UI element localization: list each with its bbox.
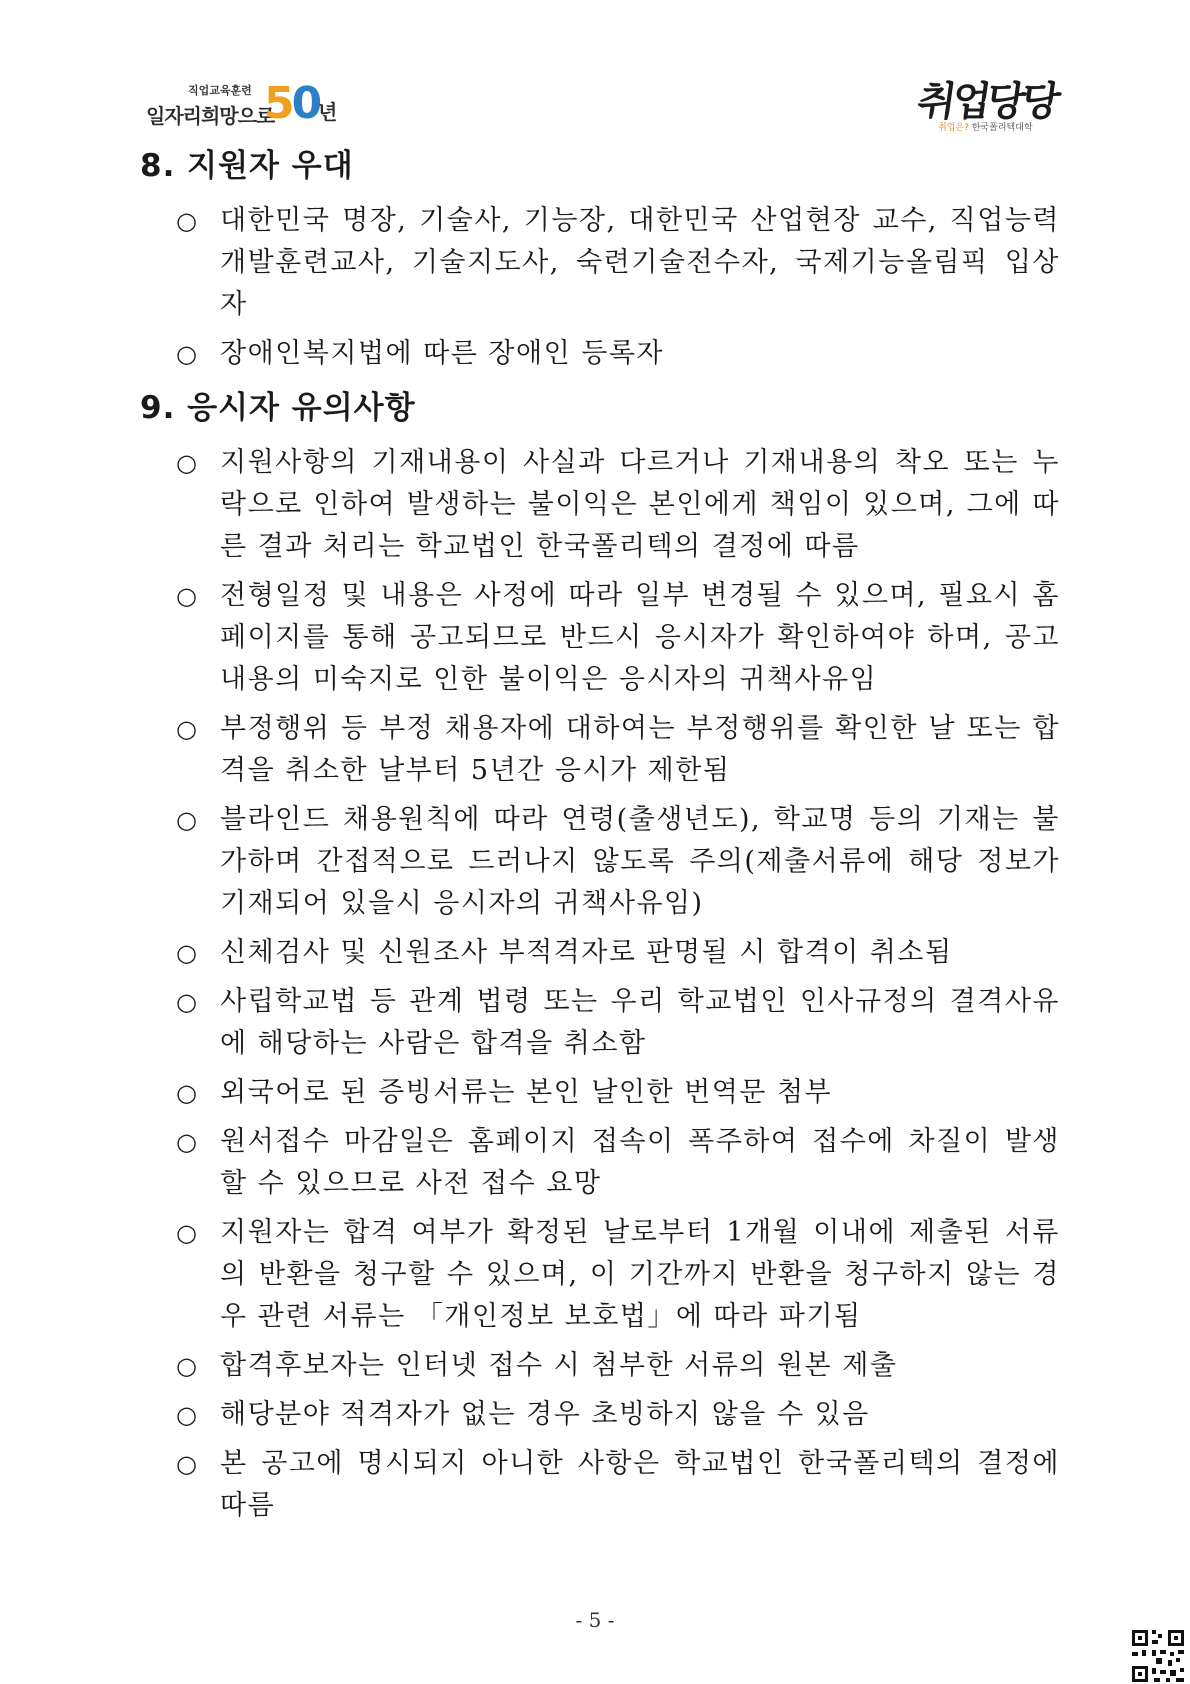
list-item bbox=[140, 442, 1060, 568]
polytech-logo bbox=[914, 70, 1068, 136]
list-item bbox=[140, 932, 1060, 974]
item-text: 외국어로 된 증빙서류는 본인 날인한 번역문 첨부 bbox=[220, 1077, 833, 1108]
logo-fifty bbox=[264, 78, 320, 129]
logo-tagline bbox=[938, 120, 1033, 133]
item-text: 합격후보자는 인터넷 접수 시 첨부한 서류의 원본 제출 bbox=[220, 1350, 898, 1381]
circle-bullet-icon: ○ bbox=[176, 1219, 199, 1247]
circle-bullet-icon: ○ bbox=[176, 1352, 199, 1380]
circle-bullet-icon: ○ bbox=[176, 207, 199, 235]
logo-zero: 0 bbox=[291, 78, 320, 129]
list-item bbox=[140, 1212, 1060, 1338]
circle-bullet-icon: ○ bbox=[176, 806, 199, 834]
item-text: 원서접수 마감일은 홈페이지 접속이 폭주하여 접수에 차질이 발생할 수 있으므로 사전 접수 요망 bbox=[220, 1126, 1060, 1199]
item-text: 신체검사 및 신원조사 부적격자로 판명될 시 합격이 취소됨 bbox=[220, 937, 953, 968]
circle-bullet-icon: ○ bbox=[176, 1450, 199, 1478]
circle-bullet-icon: ○ bbox=[176, 939, 199, 967]
item-text: 부정행위 등 부정 채용자에 대하여는 부정행위를 확인한 날 또는 합격을 취소한 날부터 5년간 응시가 제한됨 bbox=[220, 713, 1060, 786]
qr-code-icon bbox=[1130, 1628, 1186, 1684]
list-item bbox=[140, 1121, 1060, 1205]
list-item bbox=[140, 575, 1060, 701]
section-title-applicant-preference: 8. 지원자 우대 bbox=[140, 148, 354, 184]
circle-bullet-icon: ○ bbox=[176, 340, 199, 368]
circle-bullet-icon: ○ bbox=[176, 988, 199, 1016]
anniversary-logo bbox=[146, 78, 338, 132]
logo-tagline-accent: 취업은? bbox=[938, 123, 969, 133]
list-item bbox=[140, 200, 1060, 326]
list-item bbox=[140, 1345, 1060, 1387]
item-text: 블라인드 채용원칙에 따라 연령(출생년도), 학교명 등의 기재는 불가하며 간접적으로 드러나지 않도록 주의(제출서류에 해당 정보가 기재되어 있을시 응시자의 귀책사유임) bbox=[220, 804, 1060, 919]
item-text: 장애인복지법에 따른 장애인 등록자 bbox=[220, 338, 664, 369]
item-text: 대한민국 명장, 기술사, 기능장, 대한민국 산업현장 교수, 직업능력개발훈련교사, 기술지도사, 숙련기술전수자, 국제기능올림픽 입상자 bbox=[220, 205, 1060, 320]
logo-small-text: 직업교육훈련 bbox=[188, 84, 252, 97]
list-item bbox=[140, 333, 1060, 375]
preference-list bbox=[140, 200, 1060, 375]
item-text: 사립학교법 등 관계 법령 또는 우리 학교법인 인사규정의 결격사유에 해당하는 사람은 합격을 취소함 bbox=[220, 986, 1060, 1059]
list-item bbox=[140, 1072, 1060, 1114]
section-title-applicant-notes: 9. 응시자 유의사항 bbox=[140, 390, 416, 426]
document-body bbox=[140, 140, 1060, 1534]
list-item bbox=[140, 708, 1060, 792]
circle-bullet-icon: ○ bbox=[176, 582, 199, 610]
item-text: 지원자는 합격 여부가 확정된 날로부터 1개월 이내에 제출된 서류의 반환을 청구할 수 있으며, 이 기간까지 반환을 청구하지 않는 경우 관련 서류는 「개인정보 보호법」에 따라 파기됨 bbox=[220, 1217, 1060, 1332]
logo-suffix: 년 bbox=[318, 100, 338, 124]
logo-main-text: 일자리희망으로 bbox=[146, 104, 275, 128]
circle-bullet-icon: ○ bbox=[176, 1079, 199, 1107]
circle-bullet-icon: ○ bbox=[176, 1401, 199, 1429]
logo-five: 5 bbox=[264, 78, 292, 129]
list-item bbox=[140, 981, 1060, 1065]
page-number: - 5 - bbox=[575, 1608, 615, 1632]
item-text: 전형일정 및 내용은 사정에 따라 일부 변경될 수 있으며, 필요시 홈페이지를 통해 공고되므로 반드시 응시자가 확인하여야 하며, 공고 내용의 미숙지로 인한 불이익은 응시자의 귀책사유임 bbox=[220, 580, 1060, 695]
list-item bbox=[140, 1394, 1060, 1436]
list-item bbox=[140, 799, 1060, 925]
circle-bullet-icon: ○ bbox=[176, 715, 199, 743]
brush-calligraphy-text: 취업당당 bbox=[914, 78, 1060, 125]
notes-list bbox=[140, 442, 1060, 1527]
item-text: 해당분야 적격자가 없는 경우 초빙하지 않을 수 있음 bbox=[220, 1399, 870, 1430]
item-text: 본 공고에 명시되지 아니한 사항은 학교법인 한국폴리텍의 결정에 따름 bbox=[220, 1448, 1060, 1521]
circle-bullet-icon: ○ bbox=[176, 1128, 199, 1156]
item-text: 지원사항의 기재내용이 사실과 다르거나 기재내용의 착오 또는 누락으로 인하여 발생하는 불이익은 본인에게 책임이 있으며, 그에 따른 결과 처리는 학교법인 한국폴리텍의 결정에 따름 bbox=[220, 447, 1060, 562]
logo-tagline-text: 한국폴리텍대학 bbox=[971, 123, 1033, 133]
circle-bullet-icon: ○ bbox=[176, 449, 199, 477]
list-item bbox=[140, 1443, 1060, 1527]
